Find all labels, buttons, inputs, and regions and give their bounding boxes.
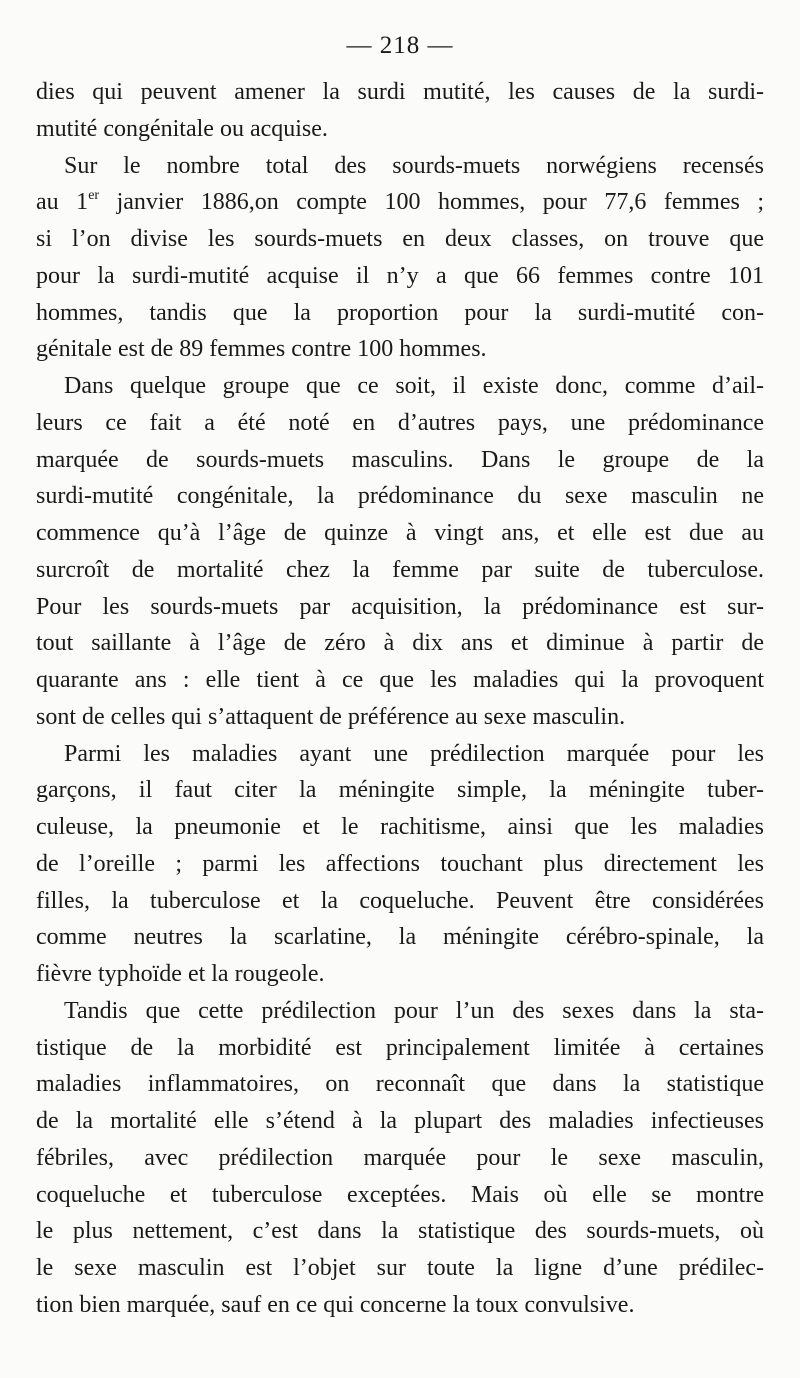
text-line: Parmi les maladies ayant une prédilection marquée pour les — [64, 740, 764, 767]
text-line: commence qu’à l’âge de quinze à vingt ans, et elle est due au — [36, 520, 764, 546]
text-line: pour la surdi-mutité acquise il n’y a que 66 femmes contre 101 — [36, 262, 764, 289]
text-line: fièvre typhoïde et la rougeole. — [36, 961, 325, 987]
text-line: leurs ce fait a été noté en d’autres pays, une prédominance — [36, 409, 764, 436]
text-line: comme neutres la scarlatine, la méningite cérébro-spinale, la — [36, 924, 764, 951]
text-line: marquée de sourds-muets masculins. Dans le groupe de la — [36, 446, 764, 473]
text-line: Dans quelque groupe que ce soit, il existe donc, comme d’ail- — [64, 373, 764, 399]
text-line: tout saillante à l’âge de zéro à dix ans et diminue à partir de — [36, 630, 764, 657]
text-line: de la mortalité elle s’étend à la plupart des maladies infectieuses — [36, 1108, 764, 1134]
page-number: — 218 — — [346, 32, 454, 59]
text-line: Sur le nombre total des sourds-muets norwégiens recensés — [64, 152, 764, 179]
text-line: surcroît de mortalité chez la femme par suite de tuberculose. — [36, 556, 764, 583]
text-line: Pour les sourds-muets par acquisition, la prédominance est sur- — [36, 593, 764, 620]
text-line: surdi-mutité congénitale, la prédominance du sexe masculin ne — [36, 483, 764, 510]
text-line: le plus nettement, c’est dans la statistique des sourds-muets, où — [36, 1218, 764, 1245]
superscript: er — [88, 188, 100, 204]
text-line: tistique de la morbidité est principalement limitée à certaines — [36, 1034, 764, 1061]
text-fragment: au 1 — [36, 189, 89, 216]
text-line: si l’on divise les sourds-muets en deux classes, on trouve que — [36, 226, 764, 252]
body-text — [36, 74, 764, 1324]
text-line: génitale est de 89 femmes contre 100 hommes. — [36, 336, 487, 363]
text-line: quarante ans : elle tient à ce que les maladies qui la provoquent — [36, 667, 764, 693]
text-line: culeuse, la pneumonie et le rachitisme, ainsi que les maladies — [36, 814, 764, 840]
text-line: fébriles, avec prédilection marquée pour le sexe masculin, — [36, 1144, 764, 1171]
text-line: le sexe masculin est l’objet sur toute la ligne d’une prédilec- — [36, 1255, 764, 1281]
text-line: hommes, tandis que la proportion pour la surdi-mutité con- — [36, 299, 764, 326]
text-line: coqueluche et tuberculose exceptées. Mais où elle se montre — [36, 1181, 764, 1208]
text-fragment: janvier 1886,on compte 100 hommes, pour 77,6 femmes ; — [99, 189, 764, 216]
text-line: mutité congénitale ou acquise. — [36, 115, 328, 142]
text-line: de l’oreille ; parmi les affections touchant plus directement les — [36, 850, 764, 877]
text-line: filles, la tuberculose et la coqueluche. Peuvent être considérées — [36, 887, 764, 914]
text-line: garçons, il faut citer la méningite simple, la méningite tuber- — [36, 777, 764, 804]
text-line: sont de celles qui s’attaquent de préférence au sexe masculin. — [36, 703, 626, 730]
text-line — [36, 184, 764, 221]
text-line: tion bien marquée, sauf en ce qui concerne la toux convulsive. — [36, 1291, 635, 1318]
text-line: maladies inflammatoires, on reconnaît que dans la statistique — [36, 1071, 764, 1098]
text-line: Tandis que cette prédilection pour l’un des sexes dans la sta- — [64, 997, 764, 1024]
text-line: dies qui peuvent amener la surdi mutité, les causes de la surdi- — [36, 79, 764, 105]
